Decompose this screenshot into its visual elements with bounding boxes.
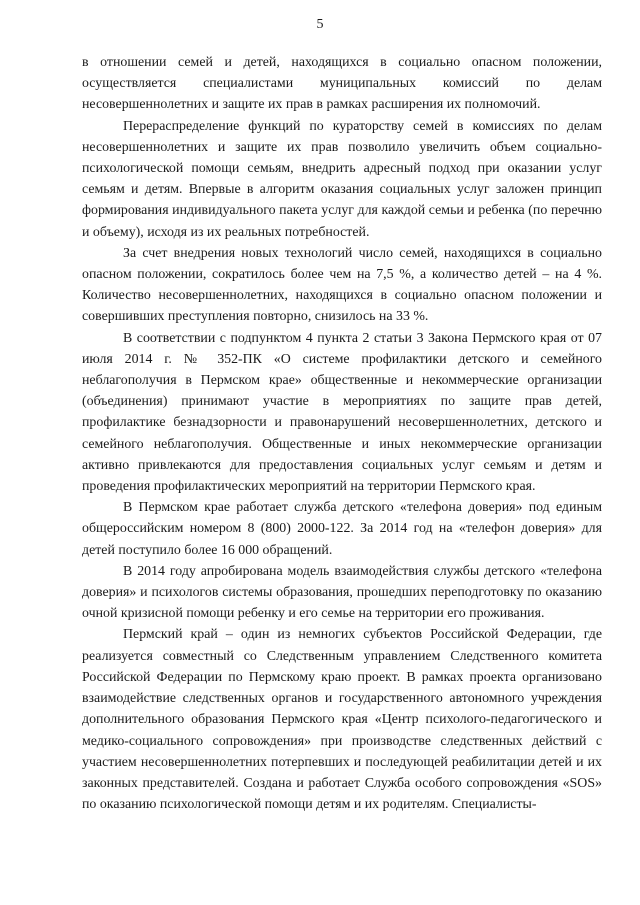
page-number: 5 bbox=[316, 17, 324, 32]
paragraph-joint-project: Пермский край – один из немногих субъектов Российской Федерации, где реализуется совместный со Следственным управлением Следственного комитета Российской Федерации по Пермскому краю проект. В рамках проекта организовано взаимодействие следственных органов и государственного автономного учреждения дополнительного образования Пермского края «Центр психолого-педагогического и медико-социального сопровождения» при производстве следственных действий с участием несовершеннолетних потерпевших и последующей реабилитации детей и их законных представителей. Создана и работает Служба особого сопровождения «SOS» по оказанию психологической помощи детям и их родителям. Специалисты- bbox=[82, 627, 602, 813]
paragraph-continuation: в отношении семей и детей, находящихся в социально опасном положении, осуществляется специалистами муниципальных комиссий по делам несовершеннолетних и защите их прав в рамках расширения их полномочий. bbox=[82, 55, 602, 113]
document-body bbox=[82, 52, 602, 815]
paragraph-law-reference: В соответствии с подпунктом 4 пункта 2 статьи 3 Закона Пермского края от 07 июля 2014 г. № 352-ПК «О системе профилактики детского и семейного неблагополучия в Пермском крае» общественные и некоммерческие организации (объединения) принимают участие в мероприятиях по защите прав детей, профилактике безнадзорности и правонарушений несовершеннолетних, детского и семейного неблагополучия. Общественные и иных некоммерческие организации активно привлекаются для предоставления социальных услуг семьям и детям и проведения профилактических мероприятий на территории Пермского края. bbox=[82, 330, 602, 495]
paragraph-redistribution: Перераспределение функций по кураторству семей в комиссиях по делам несовершеннолетних и защите их прав позволило увеличить объем социально-психологической помощи семьям, внедрить адресный подход при оказании услуг семьям и детям. Впервые в алгоритм оказания социальных услуг заложен принцип формирования индивидуального пакета услуг для каждой семьи и ребенка (по перечню и объему), исходя из их реальных потребностей. bbox=[82, 118, 602, 240]
paragraph-helpline: В Пермском крае работает служба детского «телефона доверия» под единым общероссийским номером 8 (800) 2000-122. За 2014 год на «телефон доверия» для детей поступило более 16 000 обращений. bbox=[82, 500, 602, 558]
paragraph-new-technologies: За счет внедрения новых технологий число семей, находящихся в социально опасном положении, сократилось более чем на 7,5 %, а количество детей – на 4 %. Количество несовершеннолетних, находящихся в социально опасном положении и совершивших преступления повторно, снизилось на 33 %. bbox=[82, 245, 602, 325]
paragraph-helpline-model: В 2014 году апробирована модель взаимодействия службы детского «телефона доверия» и психологов системы образования, прошедших переподготовку по оказанию очной кризисной помощи ребенку и его семье на территории его проживания. bbox=[82, 563, 602, 622]
